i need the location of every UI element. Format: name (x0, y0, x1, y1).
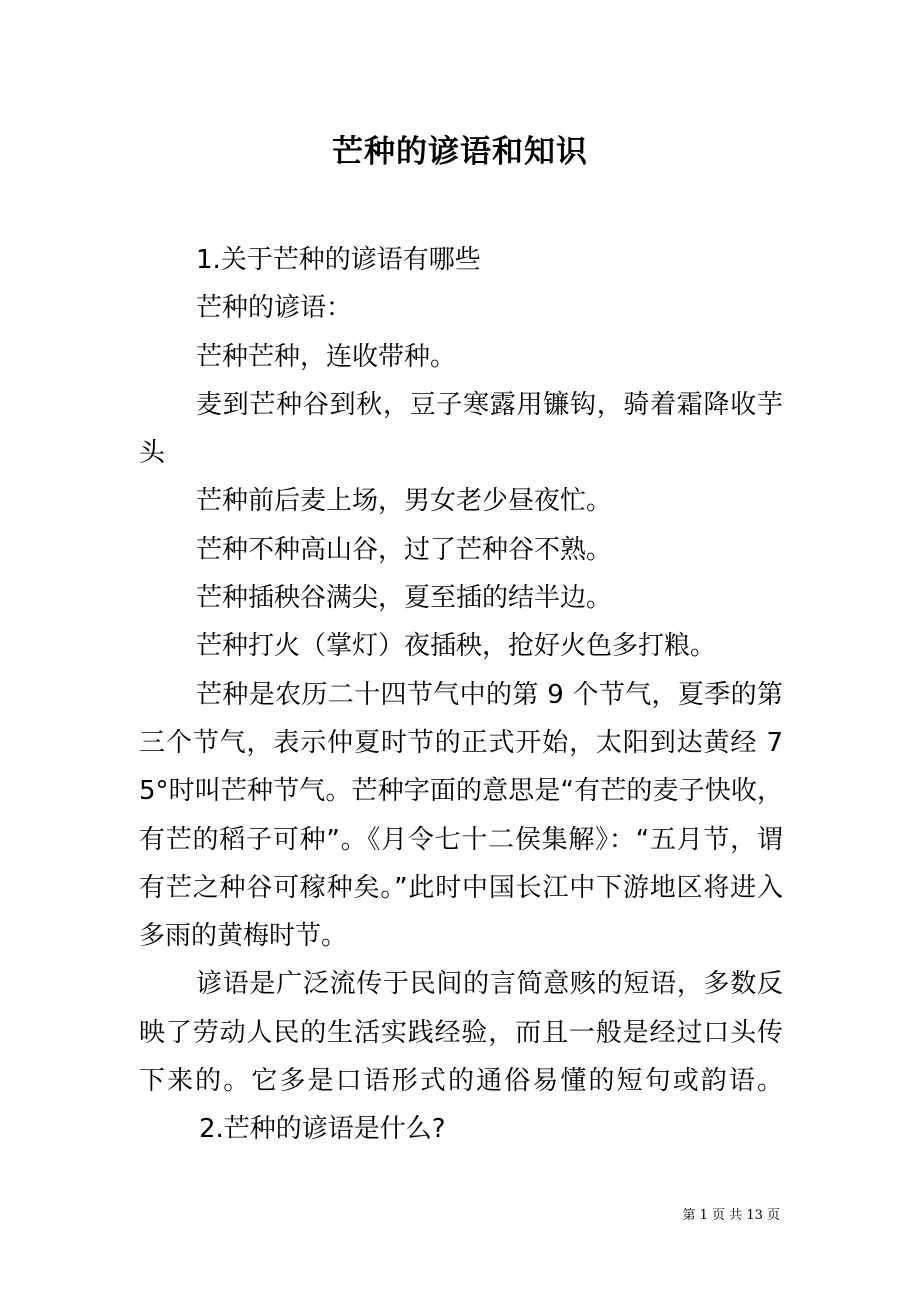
paragraph: 芒种是农历二十四节气中的第 9 个节气，夏季的第三个节气，表示仲夏时节的正式开始，太阳到达黄经 75°时叫芒种节气。芒种字面的意思是“有芒的麦子快收，有芒的稻子可种”。《月令七十二侯集解》：“五月节，谓有芒之种谷可稼种矣。”此时中国长江中下游地区将进入多雨的黄梅时节。 (139, 679, 783, 952)
paragraph: 麦到芒种谷到秋，豆子寒露用镰钩，骑着霜降收芋头 (139, 389, 783, 469)
paragraph: 芒种前后麦上场，男女老少昼夜忙。 (196, 486, 613, 517)
paragraph: 芒种的谚语： (196, 293, 353, 324)
paragraph (139, 960, 783, 1153)
paragraph: 芒种不种高山谷，过了芒种谷不熟。 (196, 534, 613, 565)
document-body (139, 236, 783, 1154)
page-number: 第 1 页 共 13 页 (682, 1208, 780, 1223)
paragraph: 芒种打火（掌灯）夜插秧，抢好火色多打粮。 (196, 631, 717, 662)
paragraph: 芒种芒种，连收带种。 (196, 341, 457, 372)
paragraph-heading-2: 2.芒种的谚语是什么? (199, 1114, 446, 1145)
paragraph-heading-1: 1.关于芒种的谚语有哪些 (196, 245, 481, 275)
document-title: 芒种的谚语和知识 (332, 134, 588, 170)
paragraph-text: 谚语是广泛流传于民间的言简意赅的短语，多数反映了劳动人民的生活实践经验，而且一般是经过口头传下来的。它多是口语形式的通俗易懂的短句或韵语。 (139, 969, 783, 1097)
paragraph: 芒种插秧谷满尖，夏至插的结半边。 (196, 583, 613, 614)
